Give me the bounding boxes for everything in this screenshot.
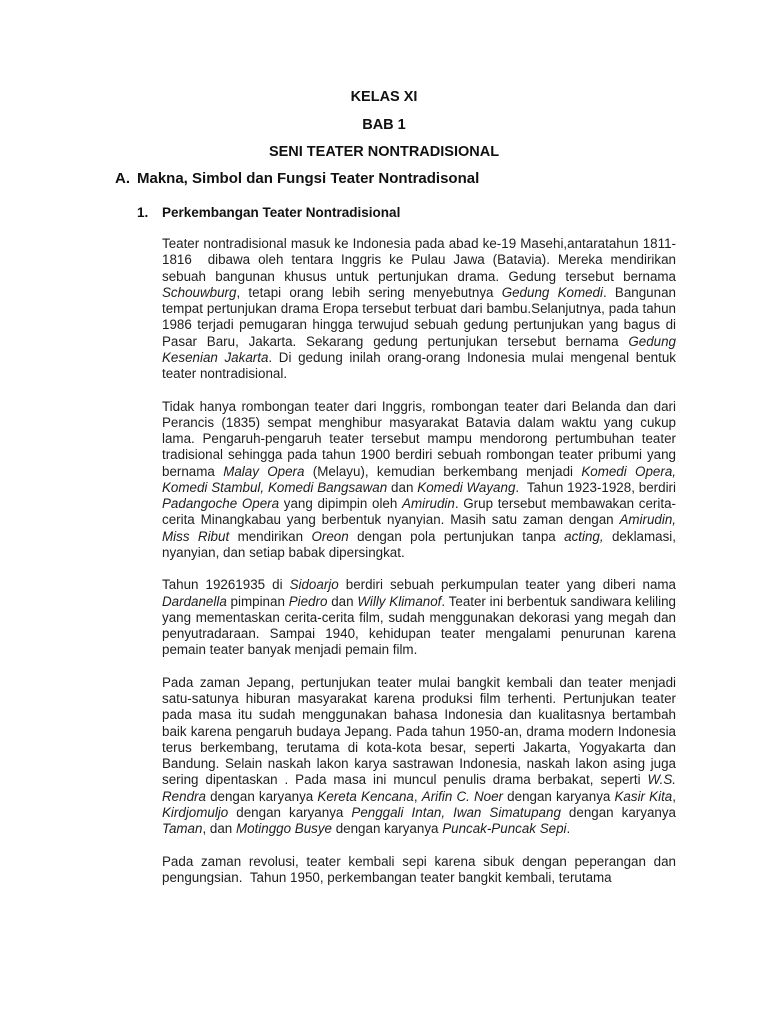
italic-term: Puncak-Puncak Sepi [442,821,567,836]
italic-term: Padangoche Opera [162,496,280,511]
italic-term: Komedi Opera, Komedi Stambul, Komedi Bangsawan [162,463,676,495]
italic-term: Piedro [288,593,328,609]
subsection-title: Perkembangan Teater Nontradisional [162,205,401,220]
subsection-heading [137,204,400,222]
italic-term: Taman [162,821,203,836]
italic-term: Amirudin [402,496,455,511]
italic-term: Arifin C. Noer [421,788,504,804]
italic-term: Motinggo Busye [235,821,332,836]
italic-term: Gedung Komedi [501,284,603,300]
section-title: Makna, Simbol dan Fungsi Teater Nontradisonal [137,170,480,187]
italic-term: Kirdjomuljo [162,804,229,820]
italic-term: Komedi Wayang [417,479,516,495]
class-label: KELAS XI [350,89,418,105]
italic-term: Sidoarjo [289,577,339,593]
italic-term: Gedung Kesenian Jakarta [162,333,676,365]
italic-term: Oreon [311,528,349,544]
italic-term: Malay Opera [223,463,305,479]
paragraph: Tidak hanya rombongan teater dari Inggris, rombongan teater dari Belanda dan dari Perancis (1835) sempat menghibur masyarakat Batavia dalam waktu yang cukup lama. Pengaruh-pengaruh teater tersebut mampu mendorong pertumbuhan teater tradisional sehingga pada tahun 1900 berdiri sebuah rombongan teater pribumi yang bernama Malay Opera (Melayu), kemudian berkembang menjadi Komedi Opera, Komedi Stambul, Komedi Bangsawan dan Komedi Wayang. Tahun 1923-1928, berdiri Padangoche Opera yang dipimpin oleh Amirudin. Grup tersebut membawakan cerita-cerita Minangkabau yang berbentuk nyanyian. Masih satu zaman dengan Amirudin, Miss Ribut mendirikan Oreon dengan pola pertunjukan tanpa acting, deklamasi, nyanyian, dan setiap babak dipersingkat. [162,398,676,560]
italic-term: Dardanella [162,593,227,609]
section-heading [115,169,479,189]
italic-term: Schouwburg [162,284,237,300]
paragraph: Pada zaman Jepang, pertunjukan teater mulai bangkit kembali dan teater menjadi satu-satunya hiburan masyarakat karena produksi film terhenti. Pertunjukan teater pada masa itu sudah menggunakan bahasa Indonesia dan kualitasnya bertambah baik karena pengaruh budaya Jepang. Pada tahun 1950-an, drama modern Indonesia terus berkembang, terutama di kota-kota besar, seperti Jakarta, Yogyakarta dan Bandung. Selain naskah lakon karya sastrawan Indonesia, naskah lakon asing juga sering dipentaskan . Pada masa ini muncul penulis drama berbakat, seperti W.S. Rendra dengan karyanya Kereta Kencana, Arifin C. Noer dengan karyanya Kasir Kita, Kirdjomuljo dengan karyanya Penggali Intan, Iwan Simatupang dengan karyanya Taman, dan Motinggo Busye dengan karyanya Puncak-Puncak Sepi. [162,674,676,836]
paragraph: Pada zaman revolusi, teater kembali sepi karena sibuk dengan peperangan dan pengungsian. Tahun 1950, perkembangan teater bangkit kembali, terutama [162,853,676,885]
italic-term: Willy Klimanof [357,593,442,609]
italic-term: Penggali Intan, Iwan Simatupang [351,804,561,820]
italic-term: W.S. Rendra [162,772,676,804]
italic-term: acting, [564,528,604,544]
italic-term: Kereta Kencana [317,788,414,804]
paragraph: Teater nontradisional masuk ke Indonesia pada abad ke-19 Masehi,antaratahun 1811-1816 dibawa oleh tentara Inggris ke Pulau Jawa (Batavia). Mereka mendirikan sebuah bangunan khusus untuk pertunjukan drama. Gedung tersebut bernama Schouwburg, tetapi orang lebih sering menyebutnya Gedung Komedi. Bangunan tempat pertunjukan drama Eropa tersebut terbuat dari bambu.Selanjutnya, pada tahun 1986 terjadi pemugaran hingga terwujud sebuah gedung pertunjukan yang bagus di Pasar Baru, Jakarta. Sekarang gedung pertunjukan tersebut bernama Gedung Kesenian Jakarta. Di gedung inilah orang-orang Indonesia mulai mengenal bentuk teater nontradisional. [162,236,676,381]
italic-term: Kasir Kita [614,788,673,804]
body-text [162,236,676,902]
section-marker: A. [115,170,130,187]
paragraph: Tahun 19261935 di Sidoarjo berdiri sebuah perkumpulan teater yang diberi nama Dardanella pimpinan Piedro dan Willy Klimanof. Teater ini berbentuk sandiwara keliling yang mementaskan cerita-cerita film, sudah menggunakan dekorasi yang megah dan penyutradaraan. Sampai 1940, kehidupan teater mengalami penurunan karena pemain teater banyak menjadi pemain film. [162,577,676,658]
chapter-label: BAB 1 [362,117,406,133]
subsection-marker: 1. [137,205,149,220]
italic-term: Amirudin, Miss Ribut [162,512,676,544]
chapter-title: SENI TEATER NONTRADISIONAL [268,144,500,160]
